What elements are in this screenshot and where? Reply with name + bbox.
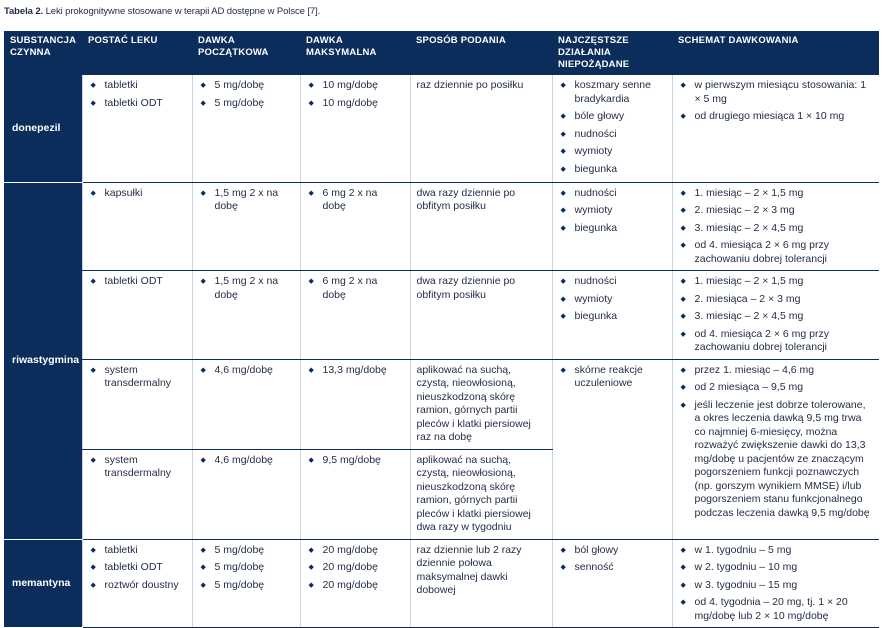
list-item: ◆ nudności xyxy=(559,187,666,201)
list-item: ◆ od 4. tygodnia – 20 mg, tj. 1 × 20 mg/dobę lub 2 × 10 mg/dobę xyxy=(679,596,874,623)
table-caption xyxy=(4,6,320,17)
schedule-cell xyxy=(672,359,879,539)
route-cell: dwa razy dziennie po obfitym posiłku xyxy=(410,182,552,271)
start-dose-cell xyxy=(192,75,300,182)
substance-donepezil: donepezil xyxy=(4,75,82,182)
list-item: ◆ 2. miesiąc – 2 × 3 mg xyxy=(679,204,874,218)
list-item: ◆ wymioty xyxy=(559,204,666,218)
list-item: ◆ kapsułki xyxy=(89,187,186,201)
start-dose-cell xyxy=(192,359,300,449)
list-item: ◆ biegunka xyxy=(559,310,666,324)
form-cell xyxy=(82,271,192,360)
list-item: ◆ tabletki ODT xyxy=(89,275,186,289)
list-item: ◆ skórne reakcje uczuleniowe xyxy=(559,364,666,391)
start-dose-cell xyxy=(192,449,300,539)
side-effects-cell xyxy=(552,75,672,182)
list-item: ◆ nudności xyxy=(559,275,666,289)
list-item: ◆ tabletki ODT xyxy=(89,97,186,111)
header-side-effects: NAJCZĘSTSZE DZIAŁANIA NIEPOŻĄDANE xyxy=(552,31,672,75)
header-start-dose: DAWKA POCZĄTKOWA xyxy=(192,31,300,75)
substance-memantyna: memantyna xyxy=(4,539,82,628)
list-item: ◆ 4,6 mg/dobę xyxy=(199,364,294,378)
table-row xyxy=(4,539,879,628)
form-cell xyxy=(82,449,192,539)
schedule-cell xyxy=(672,182,879,271)
form-cell xyxy=(82,359,192,449)
list-item: ◆ bóle głowy xyxy=(559,110,666,124)
list-item: ◆ w 3. tygodniu – 15 mg xyxy=(679,579,874,593)
list-item: ◆ senność xyxy=(559,561,666,575)
list-item: ◆ w pierwszym miesiącu stosowania: 1 × 5 mg xyxy=(679,79,874,106)
form-cell xyxy=(82,182,192,271)
table-row xyxy=(4,182,879,271)
list-item: ◆ 5 mg/dobę xyxy=(199,561,294,575)
list-item: ◆ 4,6 mg/dobę xyxy=(199,454,294,468)
header-substance: SUBSTANCJA CZYNNA xyxy=(4,31,82,75)
side-effects-cell xyxy=(552,539,672,628)
form-cell xyxy=(82,75,192,182)
list-item: ◆ tabletki xyxy=(89,79,186,93)
list-item: ◆ 3. miesiąc – 2 × 4,5 mg xyxy=(679,222,874,236)
schedule-cell xyxy=(672,75,879,182)
route-cell: dwa razy dziennie po obfitym posiłku xyxy=(410,271,552,360)
list-item: ◆ system transdermalny xyxy=(89,454,186,481)
list-item: ◆ biegunka xyxy=(559,222,666,236)
list-item: ◆ roztwór doustny xyxy=(89,579,186,593)
list-item: ◆ 13,3 mg/dobę xyxy=(307,364,404,378)
list-item: ◆ koszmary senne bradykardia xyxy=(559,79,666,106)
route-cell: raz dziennie po posiłku xyxy=(410,75,552,182)
schedule-cell xyxy=(672,271,879,360)
list-item: ◆ od 4. miesiąca 2 × 6 mg przy zachowaniu dobrej tolerancji xyxy=(679,328,874,355)
list-item: ◆ 6 mg 2 x na dobę xyxy=(307,275,404,302)
start-dose-cell xyxy=(192,271,300,360)
route-cell: raz dziennie lub 2 razy dziennie połowa maksymalnej dawki dobowej xyxy=(410,539,552,628)
table-row xyxy=(4,359,879,449)
list-item: ◆ wymioty xyxy=(559,145,666,159)
route-cell: aplikować na suchą, czystą, nieowłosioną, nieuszkodzoną skórę ramion, górnych partii pleców i klatki piersiowej raz na dobę xyxy=(410,359,552,449)
list-item: ◆ biegunka xyxy=(559,163,666,177)
list-item: ◆ 3. miesiąc – 2 × 4,5 mg xyxy=(679,310,874,324)
list-item: ◆ tabletki ODT xyxy=(89,561,186,575)
list-item: ◆ 5 mg/dobę xyxy=(199,544,294,558)
max-dose-cell xyxy=(300,449,410,539)
header-route: SPOSÓB PODANIA xyxy=(410,31,552,75)
start-dose-cell xyxy=(192,539,300,628)
list-item: ◆ 10 mg/dobę xyxy=(307,79,404,93)
list-item: ◆ 5 mg/dobę xyxy=(199,579,294,593)
list-item: ◆ 1,5 mg 2 x na dobę xyxy=(199,275,294,302)
max-dose-cell xyxy=(300,75,410,182)
start-dose-cell xyxy=(192,182,300,271)
max-dose-cell xyxy=(300,271,410,360)
substance-riwastygmina: riwastygmina xyxy=(4,182,82,539)
list-item: ◆ 1. miesiąc – 2 × 1,5 mg xyxy=(679,275,874,289)
drug-table xyxy=(4,31,879,628)
list-item: ◆ tabletki xyxy=(89,544,186,558)
max-dose-cell xyxy=(300,182,410,271)
list-item: ◆ w 1. tygodniu – 5 mg xyxy=(679,544,874,558)
list-item: ◆ 9,5 mg/dobę xyxy=(307,454,404,468)
list-item: ◆ jeśli leczenie jest dobrze tolerowane, a okres leczenia dawką 9,5 mg trwa co najmniej 6-miesięcy, można rozważyć zwiększenie dawki do 13,3 mg/dobę u pacjentów ze znaczącym pogorszeniem funkcji poznawczych (np. gorszym wynikiem MMSE) i/lub pogorszeniem stanu funkcjonalnego podczas leczenia dawką 9,5 mg/dobę xyxy=(679,399,874,521)
max-dose-cell xyxy=(300,359,410,449)
side-effects-cell xyxy=(552,359,672,539)
list-item: ◆ 20 mg/dobę xyxy=(307,544,404,558)
list-item: ◆ 1,5 mg 2 x na dobę xyxy=(199,187,294,214)
caption-text: Leki prokognitywne stosowane w terapii AD dostępne w Polsce [7]. xyxy=(45,6,321,17)
table-row xyxy=(4,75,879,182)
side-effects-cell xyxy=(552,182,672,271)
schedule-cell xyxy=(672,539,879,628)
list-item: ◆ od drugiego miesiąca 1 × 10 mg xyxy=(679,110,874,124)
list-item: ◆ 2. miesiąca – 2 × 3 mg xyxy=(679,293,874,307)
caption-label: Tabela 2. xyxy=(4,6,44,17)
list-item: ◆ system transdermalny xyxy=(89,364,186,391)
list-item: ◆ od 4. miesiąca 2 × 6 mg przy zachowaniu dobrej tolerancji xyxy=(679,239,874,266)
list-item: ◆ 6 mg 2 x na dobę xyxy=(307,187,404,214)
list-item: ◆ od 2 miesiąca – 9,5 mg xyxy=(679,381,874,395)
list-item: ◆ 5 mg/dobę xyxy=(199,97,294,111)
list-item: ◆ przez 1. miesiąc – 4,6 mg xyxy=(679,364,874,378)
list-item: ◆ 20 mg/dobę xyxy=(307,579,404,593)
list-item: ◆ 1. miesiąc – 2 × 1,5 mg xyxy=(679,187,874,201)
header-row xyxy=(4,31,879,75)
list-item: ◆ ból głowy xyxy=(559,544,666,558)
header-schedule: SCHEMAT DAWKOWANIA xyxy=(672,31,879,75)
list-item: ◆ w 2. tygodniu – 10 mg xyxy=(679,561,874,575)
route-cell: aplikować na suchą, czystą, nieowłosioną, nieuszkodzoną skórę ramion, górnych partii pleców i klatki piersiowej dwa razy w tygodniu xyxy=(410,449,552,539)
list-item: ◆ 5 mg/dobę xyxy=(199,79,294,93)
header-form: POSTAĆ LEKU xyxy=(82,31,192,75)
table-row xyxy=(4,271,879,360)
list-item: ◆ 20 mg/dobę xyxy=(307,561,404,575)
list-item: ◆ wymioty xyxy=(559,293,666,307)
header-max-dose: DAWKA MAKSYMALNA xyxy=(300,31,410,75)
list-item: ◆ nudności xyxy=(559,128,666,142)
side-effects-cell xyxy=(552,271,672,360)
form-cell xyxy=(82,539,192,628)
max-dose-cell xyxy=(300,539,410,628)
list-item: ◆ 10 mg/dobę xyxy=(307,97,404,111)
